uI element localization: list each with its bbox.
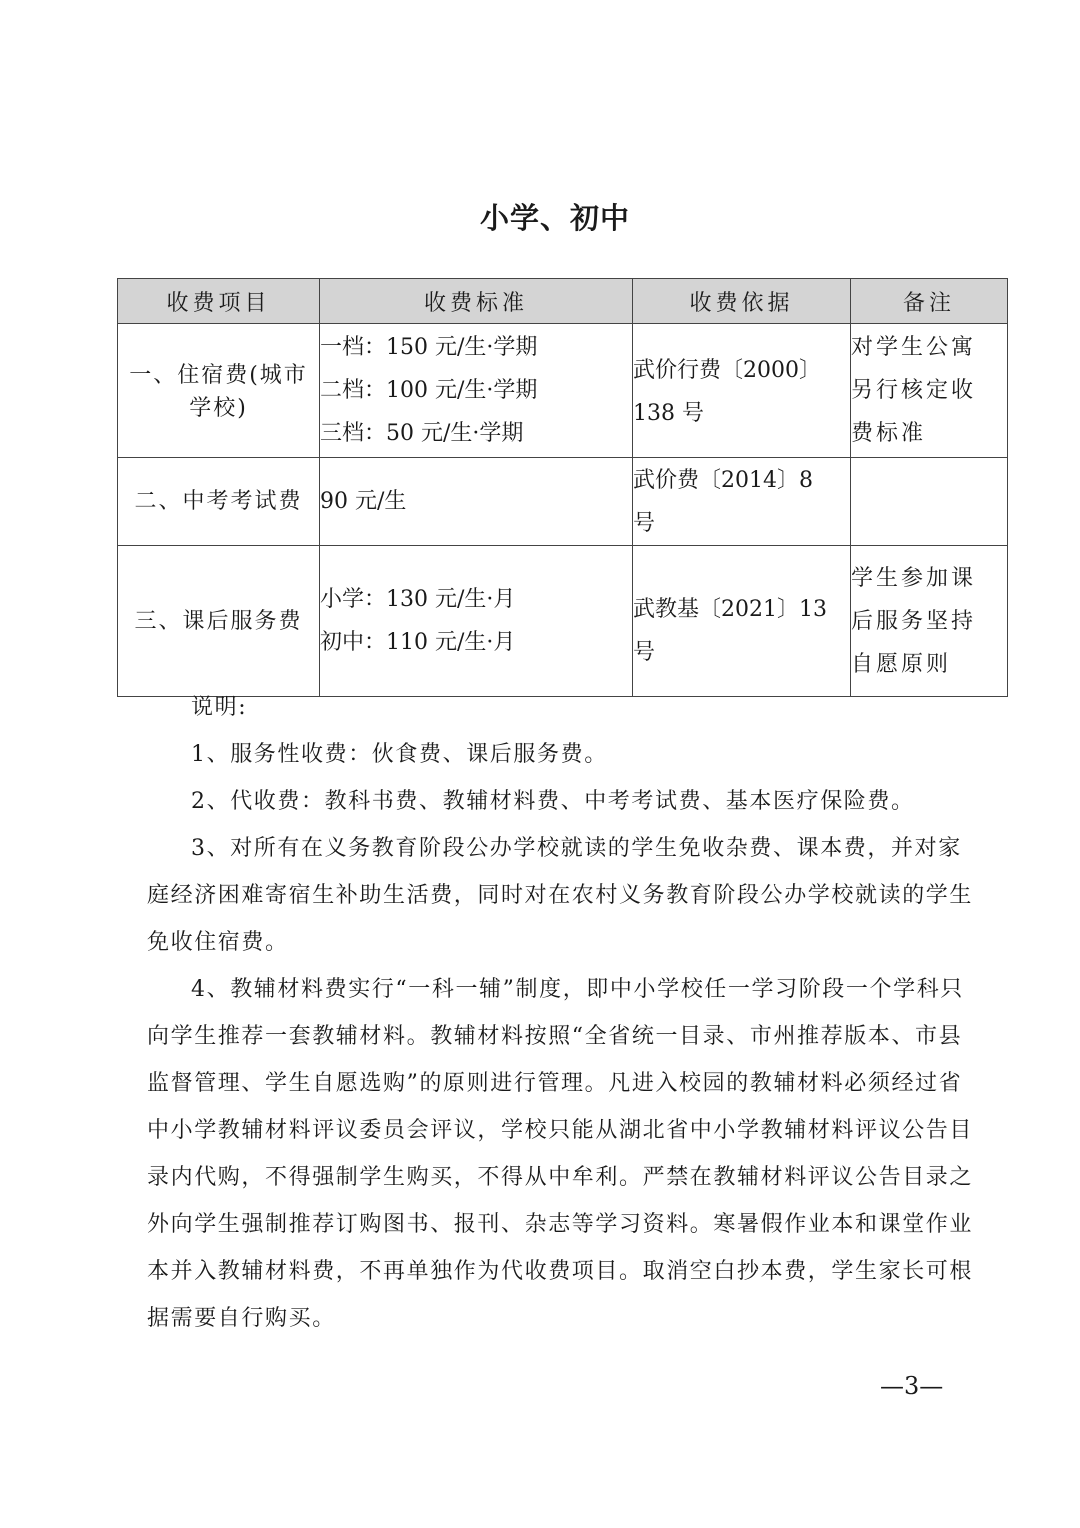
notes-heading: 说明: xyxy=(191,695,248,720)
page-number: —3— xyxy=(880,1372,944,1400)
cell-fee-standard xyxy=(320,324,633,458)
cell-fee-basis xyxy=(633,458,851,546)
table-row xyxy=(118,458,1008,546)
notes-section xyxy=(147,684,977,1342)
cell-line: 一档：150 元/生·学期 xyxy=(320,335,538,360)
cell-fee-basis xyxy=(633,324,851,458)
cell-line: 一、住宿费(城市 xyxy=(129,363,308,388)
cell-line: 学生参加课 xyxy=(851,565,977,591)
cell-line: 三、课后服务费 xyxy=(134,608,303,634)
table-row xyxy=(118,324,1008,458)
table-row xyxy=(118,546,1008,697)
cell-line: 对学生公寓 xyxy=(851,335,977,360)
header-remarks: 备注 xyxy=(851,279,1008,324)
table-header-row xyxy=(118,279,1008,324)
cell-fee-basis xyxy=(633,546,851,697)
cell-fee-item xyxy=(118,546,320,697)
cell-line: 二、中考考试费 xyxy=(134,489,303,514)
cell-line: 武教基〔2021〕13 xyxy=(633,597,827,622)
cell-line: 三档：50 元/生·学期 xyxy=(320,421,524,446)
cell-line: 武价费〔2014〕8 xyxy=(633,467,813,493)
cell-remarks xyxy=(851,324,1008,458)
cell-fee-standard xyxy=(320,458,633,546)
cell-line: 小学：130 元/生·月 xyxy=(320,587,516,612)
header-fee-item: 收费项目 xyxy=(118,279,320,324)
cell-line: 自愿原则 xyxy=(851,651,952,677)
cell-fee-standard xyxy=(320,546,633,697)
page-title: 小学、初中 xyxy=(479,201,630,235)
header-fee-standard: 收费标准 xyxy=(320,279,633,324)
note-item: 4、教辅材料费实行“一科一辅”制度，即中小学校任一学习阶段一个学科只向学生推荐一套教辅材料。教辅材料按照“全省统一目录、市州推荐版本、市县监督管理、学生自愿选购”的原则进行管理。凡进入校园的教辅材料必须经过省中小学教辅材料评议委员会评议，学校只能从湖北省中小学教辅材料评议公告目录内代购，不得强制学生购买，不得从中牟利。严禁在教辅材料评议公告目录之外向学生强制推荐订购图书、报刊、杂志等学习资料。寒暑假作业本和课堂作业本并入教辅材料费，不再单独作为代收费项目。取消空白抄本费，学生家长可根据需要自行购买。 xyxy=(147,977,974,1331)
cell-remarks xyxy=(851,546,1008,697)
cell-line: 初中：110 元/生·月 xyxy=(320,630,516,655)
cell-line: 号 xyxy=(633,510,656,536)
cell-line: 学校) xyxy=(189,396,248,421)
cell-line: 费标准 xyxy=(851,421,927,446)
cell-line: 90 元/生 xyxy=(320,489,407,514)
cell-line: 号 xyxy=(633,640,656,665)
cell-line: 武价行费〔2000〕 xyxy=(633,358,821,383)
note-item: 2、代收费：教科书费、教辅材料费、中考考试费、基本医疗保险费。 xyxy=(191,789,915,814)
fee-table xyxy=(117,278,1008,697)
cell-line: 二档：100 元/生·学期 xyxy=(320,378,538,403)
cell-line: 138 号 xyxy=(633,401,704,426)
cell-remarks xyxy=(851,458,1008,546)
header-fee-basis: 收费依据 xyxy=(633,279,851,324)
note-item: 3、对所有在义务教育阶段公办学校就读的学生免收杂费、课本费，并对家庭经济困难寄宿生补助生活费，同时对在农村义务教育阶段公办学校就读的学生免收住宿费。 xyxy=(147,836,974,955)
cell-line: 后服务坚持 xyxy=(851,608,977,634)
cell-line: 另行核定收 xyxy=(851,378,977,403)
cell-fee-item xyxy=(118,458,320,546)
cell-fee-item xyxy=(118,324,320,458)
note-item: 1、服务性收费：伙食费、课后服务费。 xyxy=(191,742,608,767)
